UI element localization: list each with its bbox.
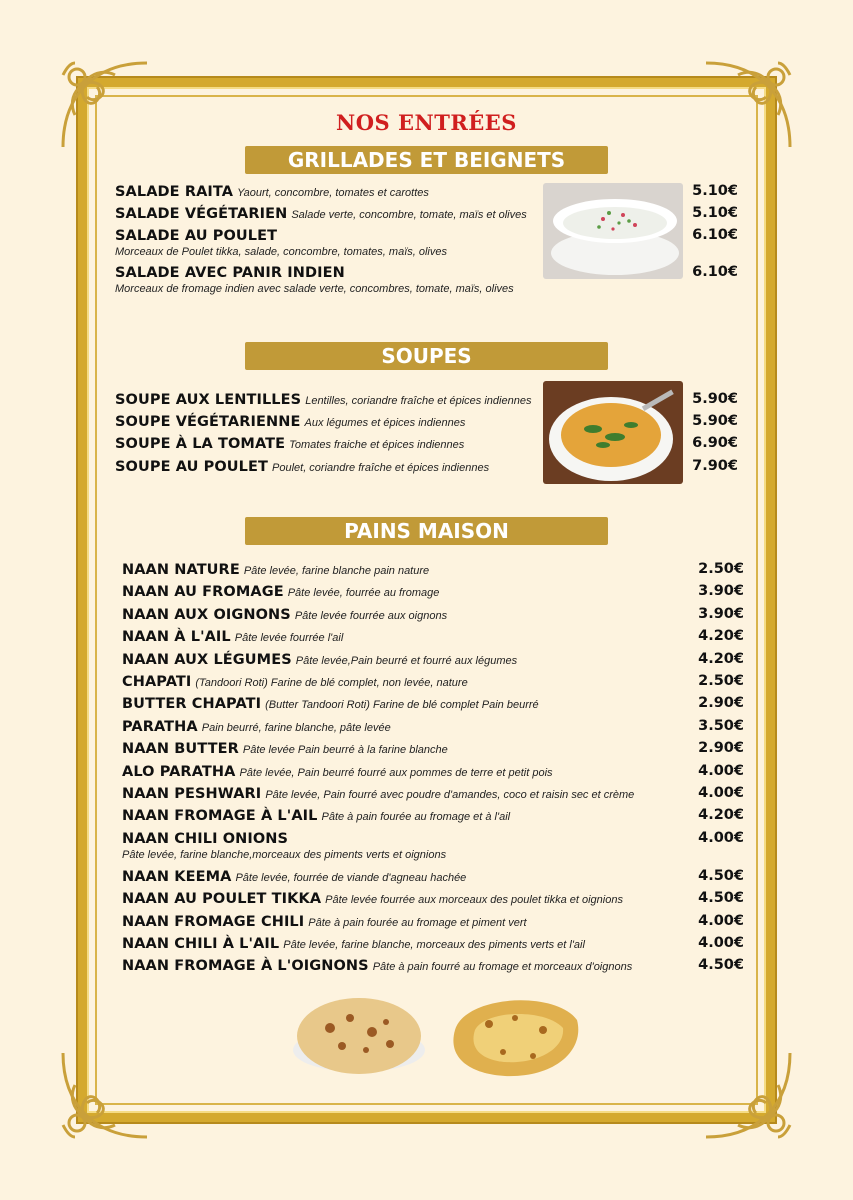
item-name: SOUPE AUX LENTILLES	[115, 392, 302, 408]
item-description: Morceaux de Poulet tikka, salade, concombre, tomates, maïs, olives	[115, 246, 447, 258]
item-description: Pâte levée,Pain beurré et fourré aux légumes	[295, 654, 518, 667]
item-name: NAAN AUX LÉGUMES	[122, 651, 292, 668]
item-name: NAAN CHILI ONIONS	[122, 830, 289, 847]
item-description: Lentilles, coriandre fraîche et épices indiennes	[305, 395, 532, 407]
menu-item	[122, 561, 429, 579]
item-description: Pâte levée, Pain fourré avec poudre d'amandes, coco et raisin sec et crème	[265, 789, 635, 801]
item-price: 4.50€	[698, 957, 744, 974]
item-price: 4.50€	[698, 867, 744, 884]
item-name: SOUPE À LA TOMATE	[115, 436, 286, 452]
menu-item	[122, 957, 632, 975]
menu-item	[122, 628, 343, 646]
item-price: 6.10€	[692, 227, 738, 243]
item-price: 5.10€	[692, 205, 738, 221]
item-price: 2.50€	[698, 561, 744, 577]
item-description: Aux légumes et épices indiennes	[304, 417, 466, 429]
item-name: NAAN AU POULET TIKKA	[122, 891, 322, 908]
item-price: 5.90€	[692, 391, 738, 407]
item-name: NAAN FROMAGE À L'AIL	[122, 808, 318, 825]
item-price: 4.00€	[698, 935, 744, 951]
item-price: 4.20€	[698, 650, 744, 667]
menu-item	[122, 695, 539, 713]
item-price: 5.90€	[692, 413, 738, 429]
item-description: Pâte levée, fourrée au fromage	[287, 587, 440, 600]
item-description: Pain beurré, farine blanche, pâte levée	[201, 721, 391, 734]
section-heading-soupes: SOUPES	[245, 342, 608, 370]
menu-item	[122, 606, 447, 624]
item-description: Pâte levée Pain beurré à la farine blanche	[242, 744, 448, 757]
menu-item	[115, 183, 429, 201]
item-name: NAAN CHILI À L'AIL	[122, 936, 280, 952]
item-name: NAAN AU FROMAGE	[122, 584, 284, 601]
menu-item	[122, 785, 634, 803]
item-price: 3.90€	[698, 583, 744, 600]
item-description: Salade verte, concombre, tomate, maïs et olives	[291, 209, 527, 221]
section-heading-pains: PAINS MAISON	[245, 517, 608, 545]
item-description: Pâte à pain fourée au fromage et à l'ail	[321, 811, 511, 824]
item-description: Yaourt, concombre, tomates et carottes	[237, 187, 429, 199]
menu-item	[115, 435, 464, 453]
item-name: NAAN À L'AIL	[122, 629, 231, 646]
ornament-corner-icon	[55, 1045, 155, 1145]
item-price: 2.90€	[698, 740, 744, 757]
item-description: Pâte levée, Pain beurré fourré aux pommes de terre et petit pois	[239, 766, 553, 779]
menu-item	[122, 913, 527, 931]
menu-item	[122, 935, 585, 953]
naan-bread-photo	[290, 988, 428, 1080]
menu-item	[122, 830, 446, 861]
item-description: Pâte levée, farine blanche pain nature	[243, 565, 430, 577]
item-price: 6.90€	[692, 435, 738, 451]
ornament-corner-icon	[698, 1045, 798, 1145]
section-heading-grillades: GRILLADES ET BEIGNETS	[245, 146, 608, 174]
menu-item	[115, 264, 514, 295]
menu-item	[122, 673, 468, 691]
item-price: 2.90€	[698, 695, 744, 712]
menu-item	[122, 807, 510, 825]
item-name: SOUPE VÉGÉTARIENNE	[115, 414, 301, 430]
item-name: CHAPATI	[122, 674, 192, 690]
item-name: SOUPE AU POULET	[115, 459, 268, 475]
item-price: 4.00€	[698, 912, 744, 929]
item-price: 4.00€	[698, 829, 744, 846]
menu-item	[115, 458, 489, 476]
item-name: ALO PARATHA	[122, 763, 236, 780]
menu-item	[115, 391, 531, 409]
item-name: NAAN BUTTER	[122, 741, 239, 758]
item-description: Pâte à pain fourré au fromage et morceaux d'oignons	[372, 961, 633, 974]
item-description: Poulet, coriandre fraîche et épices indiennes	[272, 462, 490, 474]
menu-item	[115, 413, 465, 431]
item-price: 2.50€	[698, 673, 744, 689]
menu-item	[115, 227, 447, 258]
item-name: SALADE AVEC PANIR INDIEN	[115, 265, 345, 281]
menu-item	[115, 205, 527, 223]
item-description: Tomates fraiche et épices indiennes	[289, 439, 465, 451]
item-description: (Tandoori Roti) Farine de blé complet, non levée, nature	[195, 677, 468, 689]
item-name: SALADE AU POULET	[115, 228, 278, 244]
item-price: 7.90€	[692, 458, 738, 474]
item-price: 6.10€	[692, 264, 738, 280]
item-name: BUTTER CHAPATI	[122, 696, 262, 713]
cheese-naan-photo	[445, 990, 587, 1082]
item-description: (Butter Tandoori Roti) Farine de blé complet Pain beurré	[265, 699, 539, 712]
menu-item	[122, 868, 466, 886]
item-price: 4.00€	[698, 785, 744, 801]
item-name: NAAN FROMAGE À L'OIGNONS	[122, 958, 369, 975]
menu-item	[122, 763, 553, 781]
item-description: Pâte à pain fourée au fromage et piment vert	[308, 916, 527, 929]
item-description: Pâte levée, farine blanche,morceaux des piments verts et oignions	[122, 848, 447, 861]
item-description: Pâte levée fourrée aux oignons	[294, 609, 448, 622]
menu-item	[122, 890, 623, 908]
item-name: NAAN NATURE	[122, 562, 240, 578]
item-description: Morceaux de fromage indien avec salade verte, concombres, tomate, maïs, olives	[115, 283, 514, 295]
menu-item	[122, 740, 448, 758]
ornament-corner-icon	[698, 55, 798, 155]
item-description: Pâte levée, farine blanche, morceaux des piments verts et l'ail	[283, 939, 585, 951]
ornament-corner-icon	[55, 55, 155, 155]
item-price: 5.10€	[692, 183, 738, 199]
item-name: NAAN AUX OIGNONS	[122, 606, 291, 623]
item-name: SALADE RAITA	[115, 184, 234, 200]
item-name: NAAN FROMAGE CHILI	[122, 913, 305, 930]
item-price: 4.20€	[698, 628, 744, 645]
page-title: NOS ENTRÉES	[336, 110, 517, 135]
lentil-soup-photo	[543, 381, 683, 484]
menu-item	[122, 651, 517, 669]
raita-bowl-photo	[543, 183, 683, 279]
item-name: PARATHA	[122, 718, 198, 735]
item-price: 3.90€	[698, 605, 744, 622]
item-name: SALADE VÉGÉTARIEN	[115, 206, 288, 222]
item-description: Pâte levée fourrée l'ail	[234, 632, 344, 645]
item-description: Pâte levée, fourrée de viande d'agneau hachée	[235, 871, 467, 884]
menu-item	[122, 718, 391, 736]
item-price: 3.50€	[698, 717, 744, 734]
item-price: 4.50€	[698, 890, 744, 907]
item-name: NAAN PESHWARI	[122, 786, 262, 802]
item-name: NAAN KEEMA	[122, 868, 232, 885]
item-price: 4.20€	[698, 807, 744, 824]
item-description: Pâte levée fourrée aux morceaux des poulet tikka et oignions	[325, 894, 623, 907]
item-price: 4.00€	[698, 762, 744, 779]
menu-item	[122, 583, 439, 601]
